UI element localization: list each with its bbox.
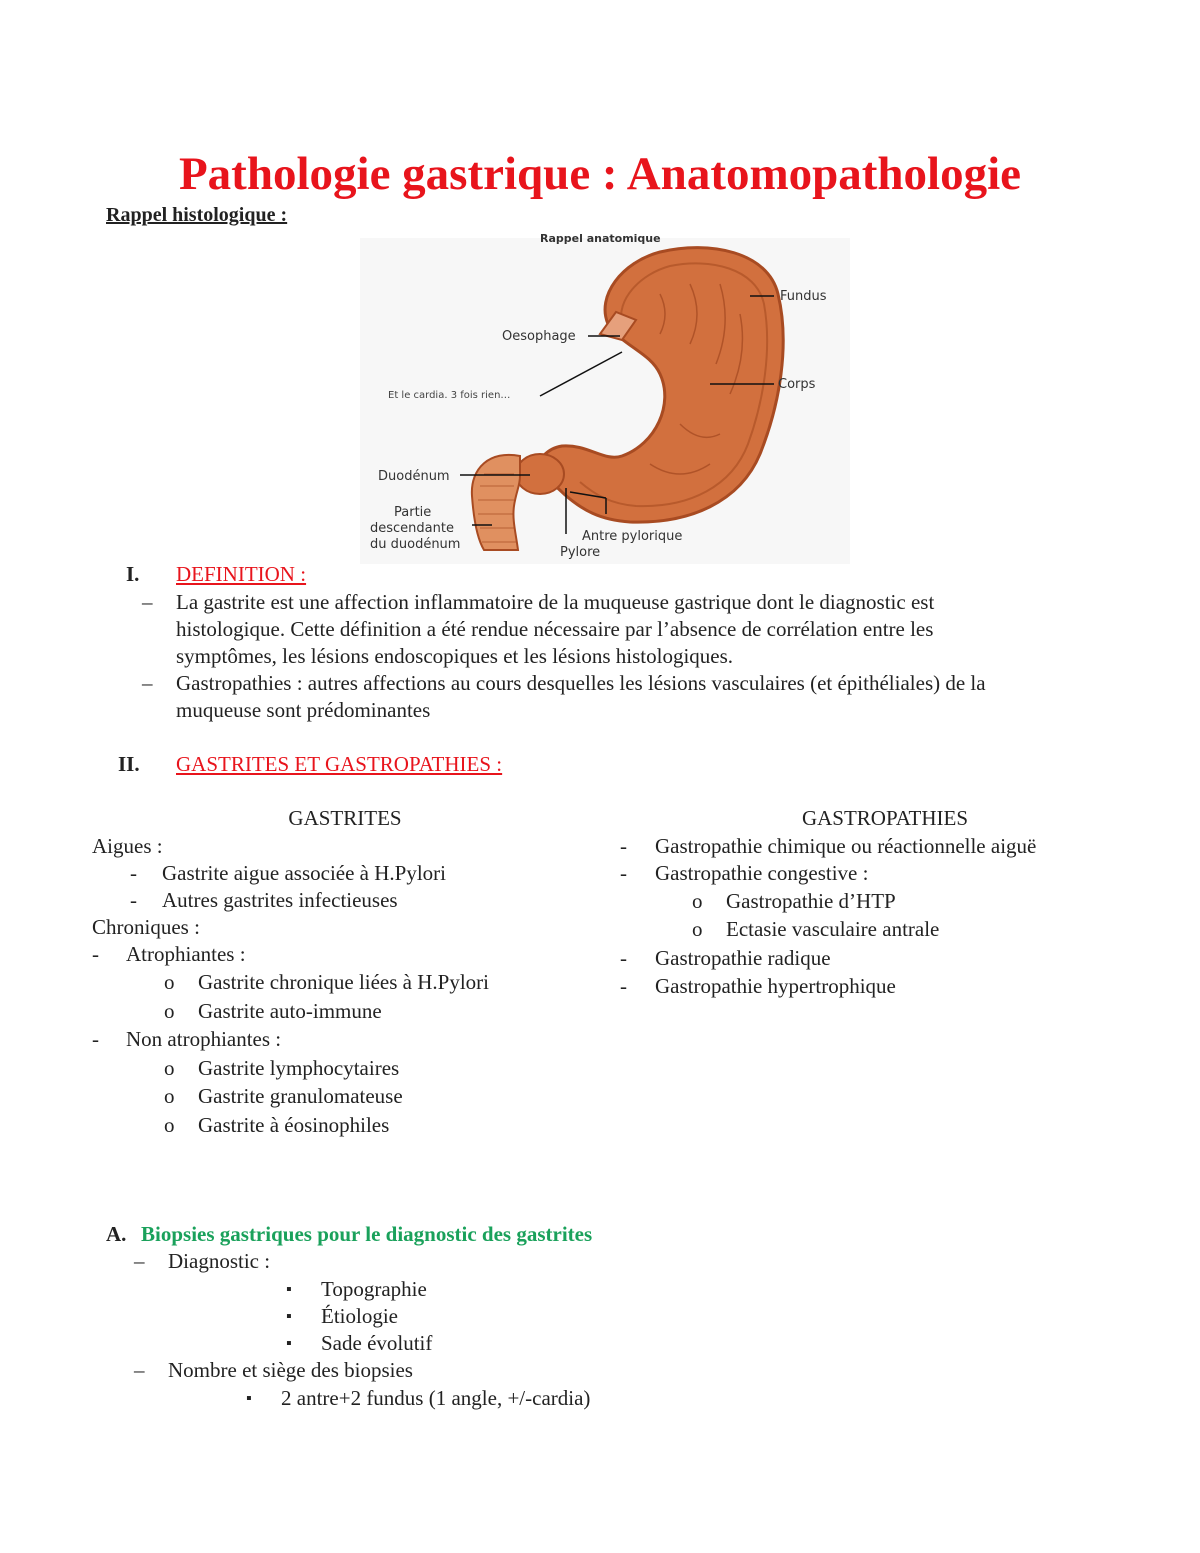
circle-marker: o: [692, 889, 703, 913]
dash-marker: -: [620, 861, 627, 885]
label-cardia: Et le cardia. 3 fois rien…: [388, 390, 511, 401]
non-atrophiantes-item: Gastrite à éosinophiles: [198, 1113, 390, 1137]
diagnostic-item: Topographie: [321, 1277, 427, 1301]
gastropathies-line-1: Gastropathies : autres affections au cours desquelles les lésions vasculaires (et épithéliales) de la: [176, 671, 986, 695]
bullet-marker: –: [142, 671, 153, 695]
label-corps: Corps: [778, 377, 816, 392]
circle-marker: o: [164, 970, 175, 994]
dash-marker: -: [92, 1027, 99, 1051]
dash-marker: -: [130, 888, 137, 912]
label-antre: Antre pylorique: [582, 529, 683, 544]
gastropathie-item: Gastropathie radique: [655, 946, 831, 970]
section-a-letter: A.: [106, 1222, 127, 1246]
square-marker: ▪: [246, 1390, 252, 1407]
label-partie-3: du duodénum: [370, 537, 461, 552]
gastropathies-header: GASTROPATHIES: [801, 806, 969, 830]
definition-line-2: histologique. Cette définition a été rendue nécessaire par l’absence de corrélation entre les: [176, 617, 934, 641]
gastropathie-item: Gastropathie chimique ou réactionnelle aiguë: [655, 834, 1037, 858]
atrophiantes-item: Gastrite chronique liées à H.Pylori: [198, 970, 490, 994]
atrophiantes-label: Atrophiantes :: [126, 942, 246, 966]
dash-marker: -: [620, 946, 627, 970]
non-atrophiantes-item: Gastrite granulomateuse: [198, 1084, 403, 1108]
page-title: Pathologie gastrique : Anatomopathologie: [178, 148, 1022, 200]
dash-marker: -: [620, 834, 627, 858]
gastropathie-sub-item: Gastropathie d’HTP: [726, 889, 896, 913]
dash-marker: -: [92, 942, 99, 966]
definition-line-1: La gastrite est une affection inflammatoire de la muqueuse gastrique dont le diagnostic est: [176, 590, 935, 614]
bullet-marker: –: [134, 1249, 145, 1273]
label-pylore: Pylore: [560, 545, 601, 560]
section-2-number: II.: [118, 752, 140, 776]
figure-caption: Rappel anatomique: [540, 232, 661, 245]
definition-line-3: symptômes, les lésions endoscopiques et les lésions histologiques.: [176, 644, 734, 668]
pylorus-shape: [516, 454, 564, 494]
circle-marker: o: [164, 999, 175, 1023]
label-duodenum: Duodénum: [378, 469, 450, 484]
stomach-illustration: [360, 224, 850, 564]
label-fundus: Fundus: [780, 289, 827, 304]
square-marker: ▪: [286, 1308, 292, 1325]
square-marker: ▪: [286, 1335, 292, 1352]
non-atrophiantes-item: Gastrite lymphocytaires: [198, 1056, 400, 1080]
section-1-number: I.: [126, 562, 140, 586]
subheading: Rappel histologique :: [106, 204, 288, 226]
label-partie-1: Partie: [394, 505, 432, 520]
aigues-item: Autres gastrites infectieuses: [162, 888, 398, 912]
diagnostic-label: Diagnostic :: [168, 1249, 271, 1273]
circle-marker: o: [692, 917, 703, 941]
nombre-label: Nombre et siège des biopsies: [168, 1358, 413, 1382]
duodenum-shape: [472, 455, 520, 550]
chroniques-label: Chroniques :: [92, 915, 200, 939]
dash-marker: -: [620, 974, 627, 998]
atrophiantes-item: Gastrite auto-immune: [198, 999, 382, 1023]
section-1-title: DEFINITION :: [176, 562, 307, 586]
gastropathie-item: Gastropathie congestive :: [655, 861, 869, 885]
nombre-item: 2 antre+2 fundus (1 angle, +/-cardia): [281, 1386, 591, 1410]
label-oesophage: Oesophage: [502, 329, 576, 344]
section-a-title: Biopsies gastriques pour le diagnostic des gastrites: [141, 1222, 593, 1246]
circle-marker: o: [164, 1113, 175, 1137]
non-atrophiantes-label: Non atrophiantes :: [126, 1027, 282, 1051]
diagnostic-item: Sade évolutif: [321, 1331, 433, 1355]
circle-marker: o: [164, 1056, 175, 1080]
anatomy-figure: [360, 224, 850, 564]
gastrites-header: GASTRITES: [288, 806, 402, 830]
gastropathie-item: Gastropathie hypertrophique: [655, 974, 896, 998]
section-2-title: GASTRITES ET GASTROPATHIES :: [176, 752, 503, 776]
gastropathie-sub-item: Ectasie vasculaire antrale: [726, 917, 940, 941]
bullet-marker: –: [142, 590, 153, 614]
bullet-marker: –: [134, 1358, 145, 1382]
aigues-label: Aigues :: [92, 834, 163, 858]
diagnostic-item: Étiologie: [321, 1304, 398, 1328]
label-partie-2: descendante: [370, 521, 454, 536]
aigues-item: Gastrite aigue associée à H.Pylori: [162, 861, 446, 885]
circle-marker: o: [164, 1084, 175, 1108]
dash-marker: -: [130, 861, 137, 885]
gastropathies-line-2: muqueuse sont prédominantes: [176, 698, 431, 722]
square-marker: ▪: [286, 1281, 292, 1298]
